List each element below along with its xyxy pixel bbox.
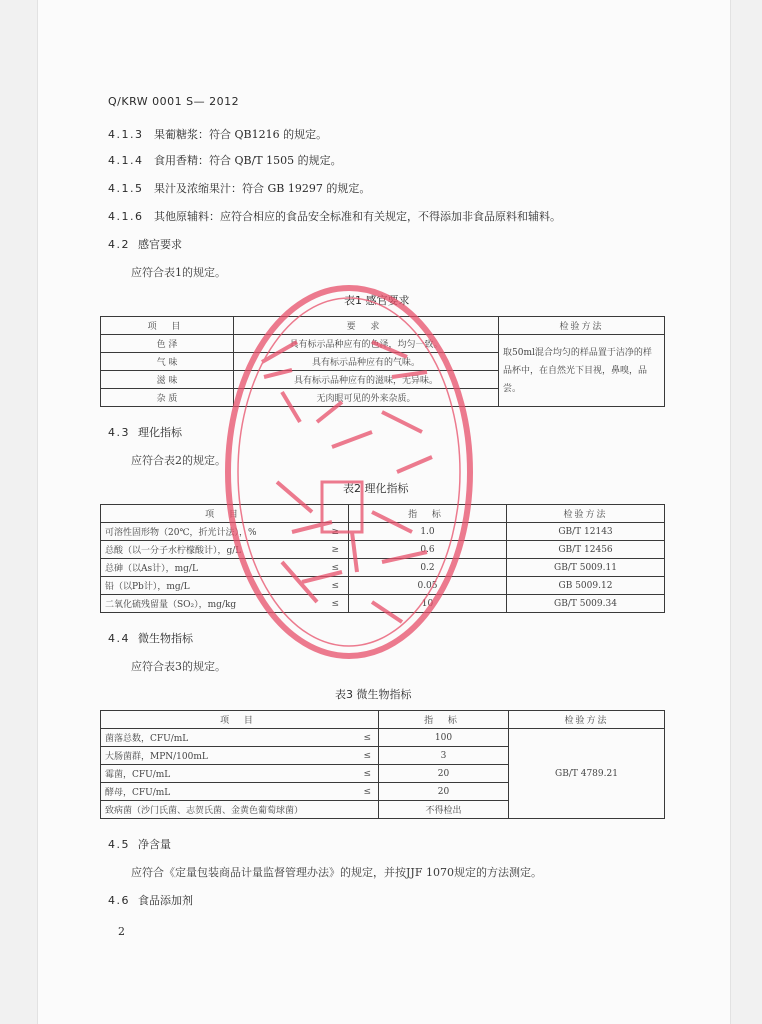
section-number: 4.3 [108,426,130,439]
clause-4-1-3 [108,126,327,142]
relation-cell: ≤ [357,765,379,783]
section-paragraph: 应符合表1的规定。 [131,266,226,279]
section-title: 微生物指标 [138,632,193,645]
clause-4-1-5 [108,180,370,196]
table3-microbiological [100,710,665,819]
item-cell: 杂 质 [101,389,234,407]
clause-number: 4.1.3 [108,128,144,141]
section-title: 感官要求 [138,238,182,251]
table-row [101,595,665,613]
method-cell: 取50ml混合均匀的样品置于洁净的样品杯中，在自然光下目视，鼻嗅，品尝。 [499,335,665,407]
section-number: 4.6 [108,894,130,907]
method-cell: GB 5009.12 [507,577,665,595]
value-cell: 100 [379,729,509,747]
relation-cell: ≤ [323,559,349,577]
item-cell: 霉菌，CFU/mL [101,765,357,783]
value-cell: 20 [379,783,509,801]
clause-number: 4.1.5 [108,182,144,195]
section-paragraph: 应符合《定量包装商品计量监督管理办法》的规定，并按JJF 1070规定的方法测定。 [131,866,542,879]
item-cell: 铅（以Pb计），mg/L [101,577,323,595]
table-row [101,523,665,541]
method-cell: GB/T 5009.34 [507,595,665,613]
table-header: 指 标 [349,505,507,523]
section-paragraph: 应符合表2的规定。 [131,454,226,467]
table2-caption: 表2 理化指标 [343,482,409,495]
table2-physicochemical [100,504,665,613]
table-header: 检验方法 [509,711,665,729]
clause-4-1-4 [108,152,342,168]
clause-number: 4.1.6 [108,210,144,223]
table-row [101,577,665,595]
section-number: 4.2 [108,238,130,251]
value-cell: 0.05 [349,577,507,595]
item-cell: 酵母，CFU/mL [101,783,357,801]
value-cell: 0.6 [349,541,507,559]
clause-text: 其他原辅料：应符合相应的食品安全标准和有关规定，不得添加非食品原料和辅料。 [154,210,561,223]
value-cell: 3 [379,747,509,765]
table-row [101,335,665,353]
value-cell: 1.0 [349,523,507,541]
table-header: 指 标 [379,711,509,729]
item-cell: 气 味 [101,353,234,371]
value-cell: 0.2 [349,559,507,577]
section-number: 4.4 [108,632,130,645]
item-cell: 菌落总数，CFU/mL [101,729,357,747]
section-title: 理化指标 [138,426,182,439]
requirement-cell: 无肉眼可见的外来杂质。 [234,389,499,407]
item-cell: 总酸（以一分子水柠檬酸计），g/L [101,541,323,559]
section-paragraph: 应符合表3的规定。 [131,660,226,673]
method-cell: GB/T 12456 [507,541,665,559]
item-cell: 色 泽 [101,335,234,353]
method-cell: GB/T 12143 [507,523,665,541]
requirement-cell: 具有标示品种应有的滋味，无异味。 [234,371,499,389]
table-header: 检验方法 [499,317,665,335]
section-heading-4-5 [108,836,171,852]
document-id: Q/KRW 0001 S— 2012 [108,95,240,108]
table-header: 项 目 [101,505,349,523]
value-cell: 不得检出 [379,801,509,819]
relation-cell: ≤ [323,577,349,595]
clause-text: 食用香精：符合 QB/T 1505 的规定。 [154,154,342,167]
table1-caption: 表1 感官要求 [344,294,410,307]
method-cell: GB/T 5009.11 [507,559,665,577]
item-cell: 总砷（以As计），mg/L [101,559,323,577]
relation-cell: ≥ [323,541,349,559]
item-cell: 大肠菌群，MPN/100mL [101,747,357,765]
relation-cell: ≥ [323,523,349,541]
value-cell: 10 [349,595,507,613]
clause-4-1-6 [108,208,561,224]
method-cell: GB/T 4789.21 [509,729,665,819]
section-heading-4-2 [108,236,182,252]
table-header: 检验方法 [507,505,665,523]
relation-cell: ≤ [357,783,379,801]
section-title: 净含量 [138,838,171,851]
table-header: 项 目 [101,317,234,335]
table-header: 要 求 [234,317,499,335]
section-number: 4.5 [108,838,130,851]
table-row [101,541,665,559]
item-cell: 可溶性固形物（20℃，折光计法），% [101,523,323,541]
table1-sensory [100,316,665,407]
relation-cell: ≤ [323,595,349,613]
page-number: 2 [118,925,125,938]
section-heading-4-4 [108,630,193,646]
relation-cell: ≤ [357,729,379,747]
requirement-cell: 具有标示品种应有的色泽，均匀一致。 [234,335,499,353]
section-heading-4-3 [108,424,182,440]
value-cell: 20 [379,765,509,783]
table-row [101,729,665,747]
item-cell: 滋 味 [101,371,234,389]
table-row [101,559,665,577]
relation-cell [357,801,379,819]
item-cell: 致病菌（沙门氏菌、志贺氏菌、金黄色葡萄球菌） [101,801,357,819]
clause-text: 果葡糖浆：符合 QB1216 的规定。 [154,128,328,141]
table3-caption: 表3 微生物指标 [335,688,412,701]
table-header: 项 目 [101,711,379,729]
section-title: 食品添加剂 [138,894,193,907]
clause-number: 4.1.4 [108,154,144,167]
section-heading-4-6 [108,892,193,908]
requirement-cell: 具有标示品种应有的气味。 [234,353,499,371]
item-cell: 二氧化硫残留量（SO₂），mg/kg [101,595,323,613]
clause-text: 果汁及浓缩果汁：符合 GB 19297 的规定。 [154,182,371,195]
relation-cell: ≤ [357,747,379,765]
